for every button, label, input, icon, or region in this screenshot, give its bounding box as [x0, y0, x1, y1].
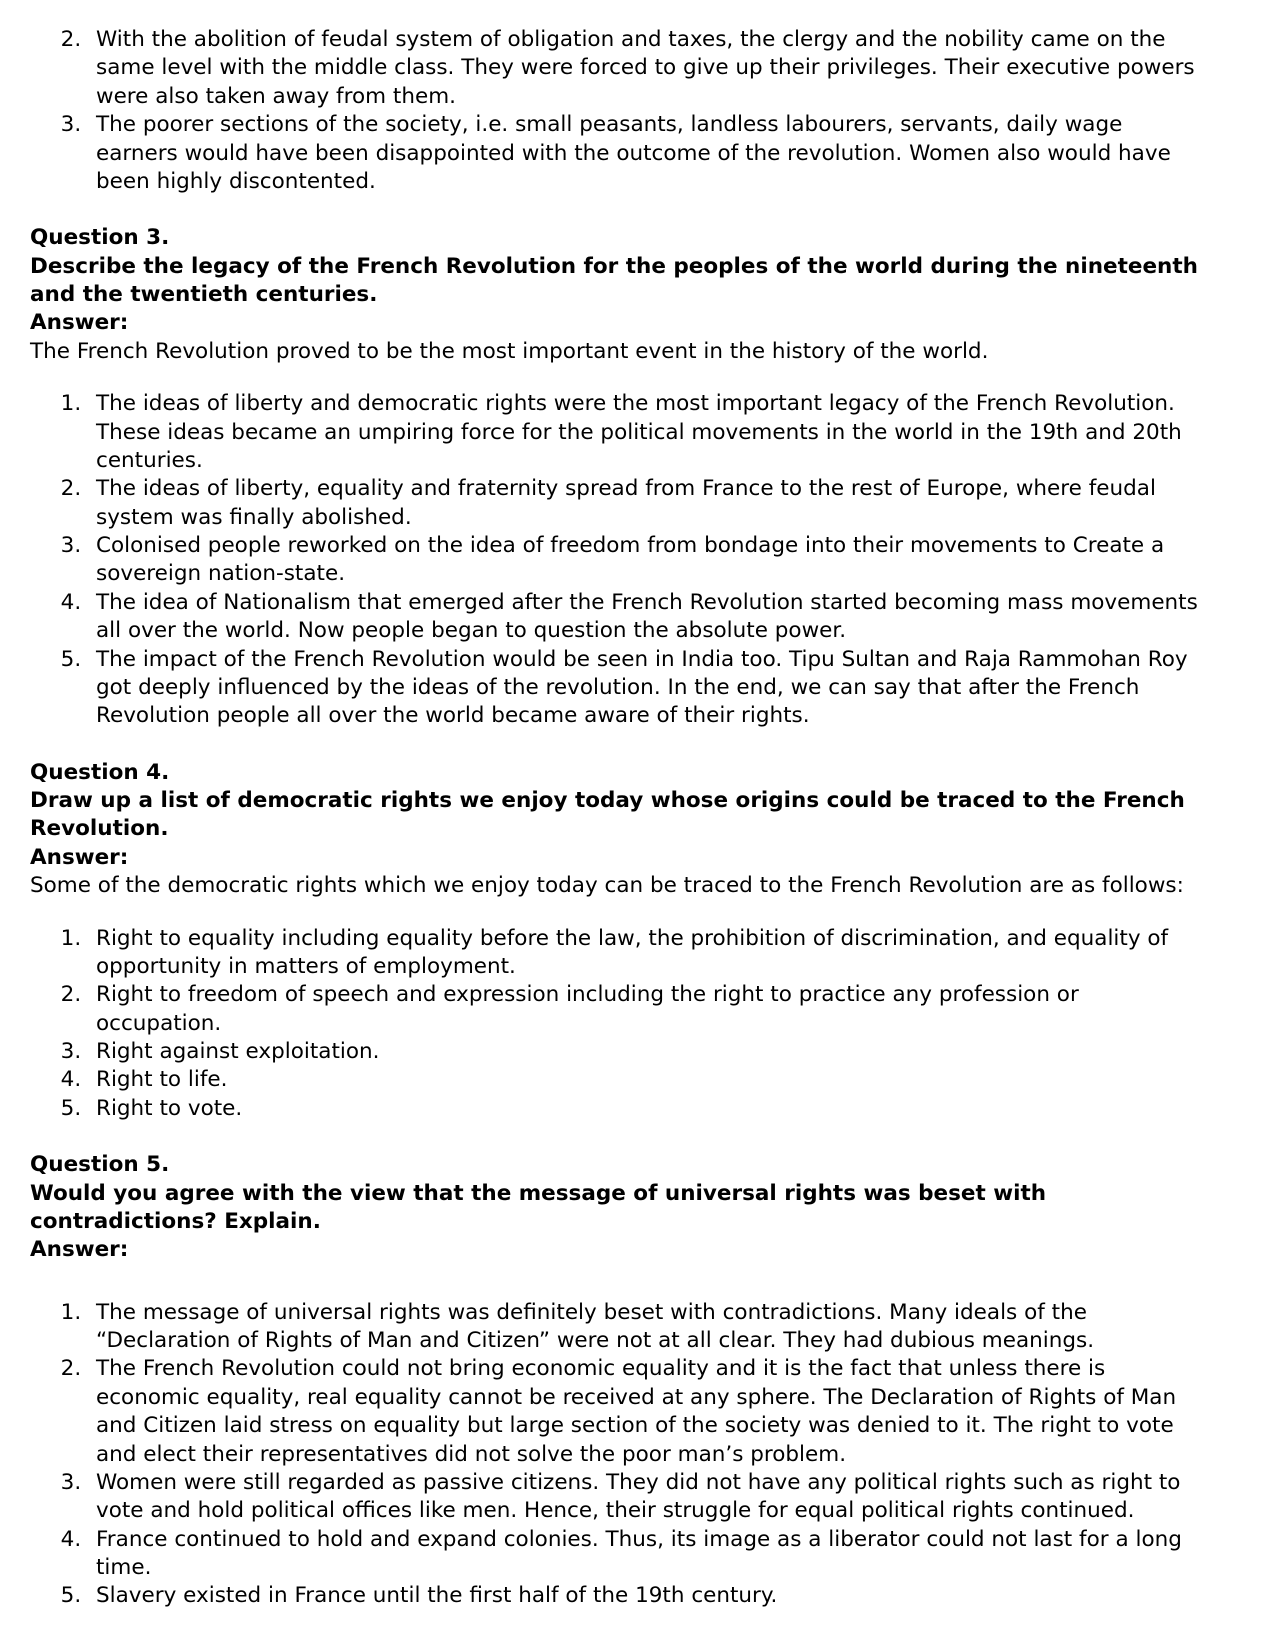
- answer-points-4: [30, 925, 1203, 1124]
- question-label: Question 3.: [30, 225, 170, 251]
- answer-intro: The French Revolution proved to be the most important event in the history of the world.: [30, 338, 989, 364]
- list-item: 5. Slavery existed in France until the first half of the 19th century.: [88, 1582, 1203, 1610]
- list-item: 2. The French Revolution could not bring economic equality and it is the fact that unless there is economic equality, real equality cannot be received at any sphere. The Declaration of Rights of Man and Citizen laid stress on equality but large section of the society was denied to it. The right to vote and elect their representatives did not solve the poor man’s problem.: [88, 1355, 1203, 1469]
- answer-intro: Some of the democratic rights which we enjoy today can be traced to the French Revolution are as follows:: [30, 873, 1184, 899]
- list-item: 2. Right to freedom of speech and expression including the right to practice any profession or occupation.: [88, 981, 1203, 1038]
- list-item: 2. The ideas of liberty, equality and fraternity spread from France to the rest of Europe, where feudal system was finally abolished.: [88, 475, 1203, 532]
- answer-label: Answer:: [30, 844, 129, 870]
- question-block-3: [30, 224, 1203, 730]
- question-block-5: [30, 1151, 1203, 1611]
- list-item: 5. The impact of the French Revolution would be seen in India too. Tipu Sultan and Raja Rammohan Roy got deeply influenced by the ideas of the revolution. In the end, we can say that after the French Revolution people all over the world became aware of their rights.: [88, 646, 1203, 731]
- answer-points-3: [30, 390, 1203, 731]
- question-label: Question 5.: [30, 1152, 170, 1178]
- continued-list: [30, 26, 1203, 196]
- answer-label: Answer:: [30, 1237, 129, 1263]
- list-item: 3. Right against exploitation.: [88, 1038, 1203, 1066]
- question-block-4: [30, 759, 1203, 1124]
- list-item: 3. The poorer sections of the society, i.e. small peasants, landless labourers, servants, daily wage earners would have been disappointed with the outcome of the revolution. Women also would have been highly discontented.: [88, 111, 1203, 196]
- list-item: 5. Right to vote.: [88, 1095, 1203, 1123]
- answer-label: Answer:: [30, 310, 129, 336]
- list-item: 4. The idea of Nationalism that emerged after the French Revolution started becoming mass movements all over the world. Now people began to question the absolute power.: [88, 589, 1203, 646]
- question-text: Draw up a list of democratic rights we enjoy today whose origins could be traced to the French Revolution.: [30, 788, 1185, 842]
- question-text: Would you agree with the view that the message of universal rights was beset with contradictions? Explain.: [30, 1180, 1047, 1234]
- list-item: 1. Right to equality including equality before the law, the prohibition of discrimination, and equality of opportunity in matters of employment.: [88, 925, 1203, 982]
- list-item: 3. Colonised people reworked on the idea of freedom from bondage into their movements to Create a sovereign nation-state.: [88, 532, 1203, 589]
- list-item: 3. Women were still regarded as passive citizens. They did not have any political rights such as right to vote and hold political offices like men. Hence, their struggle for equal political rights continued.: [88, 1469, 1203, 1526]
- list-item: 4. France continued to hold and expand colonies. Thus, its image as a liberator could not last for a long time.: [88, 1526, 1203, 1583]
- answer-points-5: [30, 1299, 1203, 1611]
- question-label: Question 4.: [30, 759, 170, 785]
- list-item: 4. Right to life.: [88, 1066, 1203, 1094]
- list-item: 1. The message of universal rights was definitely beset with contradictions. Many ideals of the “Declaration of Rights of Man and Citizen” were not at all clear. They had dubious meanings.: [88, 1299, 1203, 1356]
- list-item: 2. With the abolition of feudal system of obligation and taxes, the clergy and the nobility came on the same level with the middle class. They were forced to give up their privileges. Their executive powers were also taken away from them.: [88, 26, 1203, 111]
- list-item: 1. The ideas of liberty and democratic rights were the most important legacy of the French Revolution. These ideas became an umpiring force for the political movements in the world in the 19th and 20th centuries.: [88, 390, 1203, 475]
- question-text: Describe the legacy of the French Revolution for the peoples of the world during the nineteenth and the twentieth centuries.: [30, 253, 1198, 307]
